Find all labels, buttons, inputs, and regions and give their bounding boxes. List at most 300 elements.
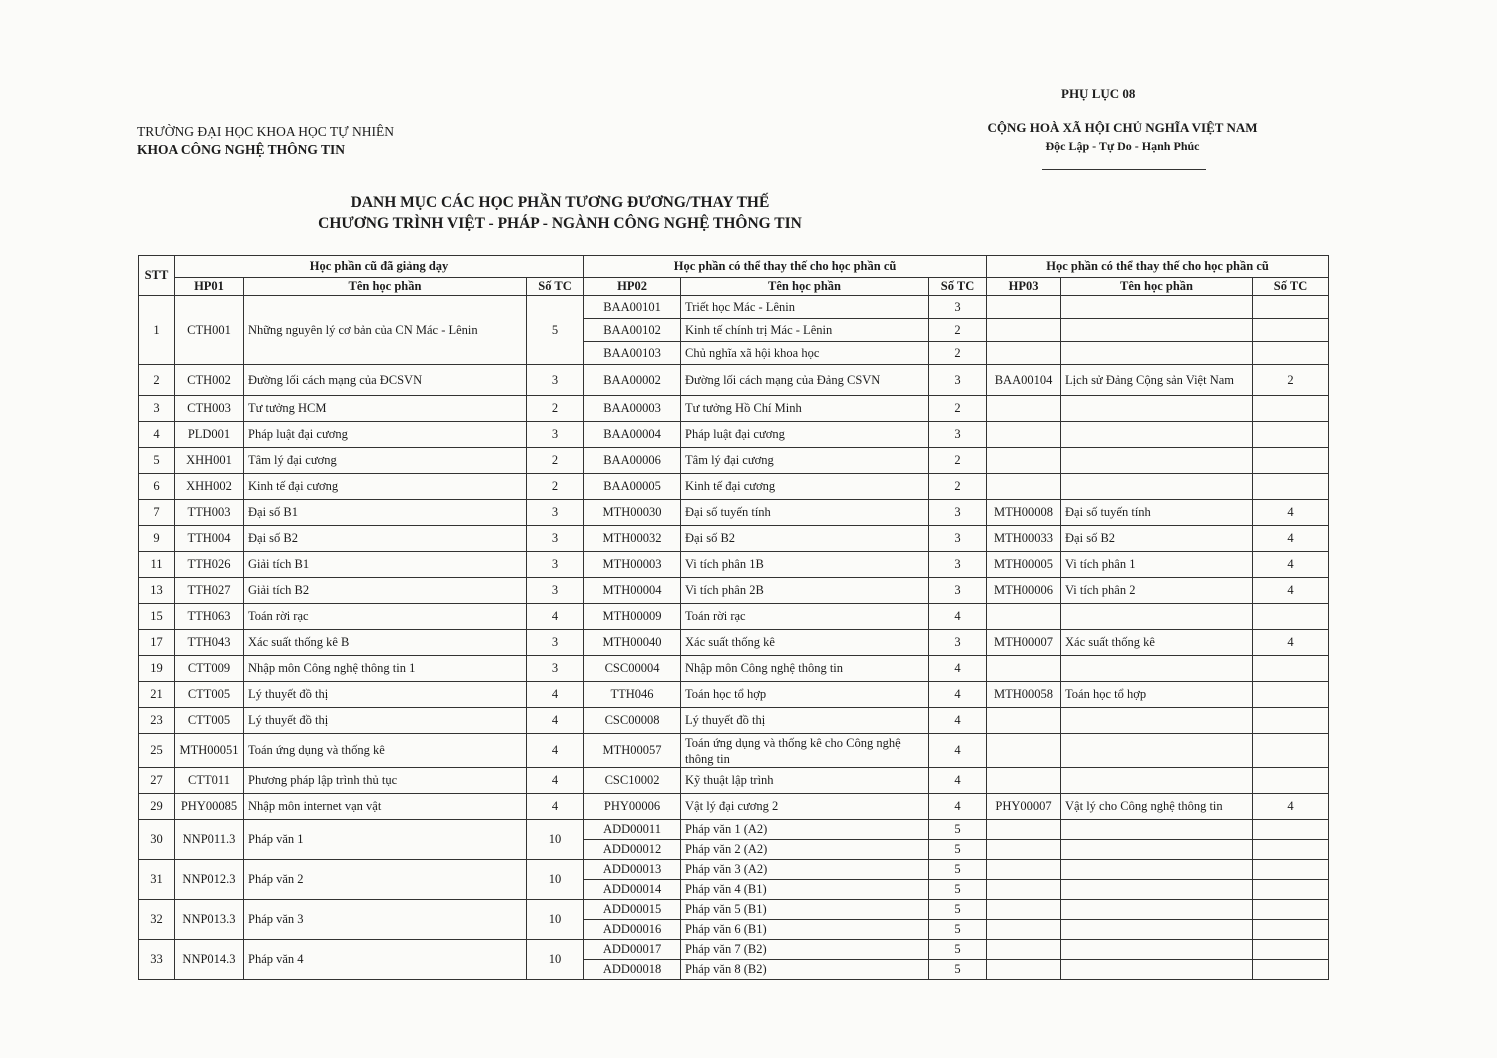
replacement-course-name-cell: Đại số B2 [681,526,929,552]
credits3-header: Số TC [1253,278,1329,296]
stt-cell: 19 [139,656,175,682]
replacement-course-name-cell: Pháp văn 7 (B2) [681,940,929,960]
document-title [300,192,820,234]
replacement-course-name-cell: Toán học tổ hợp [681,682,929,708]
old-course-name-cell: Giải tích B1 [244,552,527,578]
replacement-course-name-cell: Chủ nghĩa xã hội khoa học [681,342,929,365]
hp01-cell: NNP012.3 [175,860,244,900]
hp02-cell: MTH00040 [584,630,681,656]
stt-cell: 15 [139,604,175,630]
replacement2-course-name-cell: Vi tích phân 2 [1061,578,1253,604]
old-course-name-cell: Pháp văn 2 [244,860,527,900]
table-body [139,296,1329,980]
old-course-name-cell: Nhập môn internet vạn vật [244,794,527,820]
old-credits-cell: 3 [527,630,584,656]
hp01-cell: CTT005 [175,682,244,708]
table-row [139,474,1329,500]
hp03-header: HP03 [987,278,1061,296]
hp02-cell: ADD00015 [584,900,681,920]
old-credits-cell: 4 [527,682,584,708]
old-credits-cell: 3 [527,422,584,448]
replacement2-course-name-cell [1061,920,1253,940]
old-course-name-cell: Tư tưởng HCM [244,396,527,422]
table-row [139,578,1329,604]
name2-header: Tên học phần [681,278,929,296]
old-credits-cell: 3 [527,365,584,396]
replacement2-course-name-cell: Đại số B2 [1061,526,1253,552]
old-course-name-cell: Kinh tế đại cương [244,474,527,500]
hp03-cell: MTH00005 [987,552,1061,578]
old-credits-cell: 4 [527,794,584,820]
replacement-credits-cell: 3 [929,552,987,578]
hp01-cell: CTT009 [175,656,244,682]
hp03-cell [987,920,1061,940]
old-credits-cell: 4 [527,604,584,630]
old-course-name-cell: Đường lối cách mạng của ĐCSVN [244,365,527,396]
hp01-cell: CTH002 [175,365,244,396]
old-credits-cell: 2 [527,396,584,422]
replacement2-credits-cell [1253,342,1329,365]
replacement2-credits-cell [1253,860,1329,880]
hp02-cell: TTH046 [584,682,681,708]
replacement-credits-cell: 5 [929,840,987,860]
table-row [139,396,1329,422]
old-course-name-cell: Pháp luật đại cương [244,422,527,448]
hp02-cell: CSC00008 [584,708,681,734]
replacement-credits-cell: 2 [929,474,987,500]
table-row [139,900,1329,920]
replacement2-credits-cell [1253,920,1329,940]
replacement-course-name-cell: Đại số tuyến tính [681,500,929,526]
stt-cell: 1 [139,296,175,365]
stt-cell: 25 [139,734,175,768]
old-course-name-cell: Toán rời rạc [244,604,527,630]
old-credits-cell: 4 [527,734,584,768]
group-replacement-1-header: Học phần có thể thay thế cho học phần cũ [584,256,987,278]
hp02-cell: BAA00006 [584,448,681,474]
replacement2-credits-cell [1253,880,1329,900]
hp03-cell [987,296,1061,319]
replacement2-credits-cell: 4 [1253,500,1329,526]
group-old-courses-header: Học phần cũ đã giảng dạy [175,256,584,278]
replacement-course-name-cell: Toán ứng dụng và thống kê cho Công nghệ thông tin [681,734,929,768]
replacement2-credits-cell [1253,900,1329,920]
replacement2-credits-cell [1253,604,1329,630]
replacement2-course-name-cell [1061,768,1253,794]
table-row [139,794,1329,820]
hp02-cell: ADD00012 [584,840,681,860]
replacement2-credits-cell [1253,840,1329,860]
hp01-cell: TTH027 [175,578,244,604]
replacement2-course-name-cell: Xác suất thống kê [1061,630,1253,656]
replacement-credits-cell: 2 [929,342,987,365]
hp03-cell [987,604,1061,630]
stt-cell: 6 [139,474,175,500]
replacement-course-name-cell: Pháp văn 4 (B1) [681,880,929,900]
replacement2-course-name-cell [1061,734,1253,768]
stt-cell: 23 [139,708,175,734]
replacement2-course-name-cell [1061,319,1253,342]
hp02-cell: BAA00005 [584,474,681,500]
stt-cell: 30 [139,820,175,860]
title-line-1: DANH MỤC CÁC HỌC PHẦN TƯƠNG ĐƯƠNG/THAY THẾ [350,194,770,211]
table-row [139,552,1329,578]
old-credits-cell: 2 [527,474,584,500]
hp02-cell: BAA00103 [584,342,681,365]
stt-cell: 5 [139,448,175,474]
replacement-credits-cell: 4 [929,682,987,708]
hp03-cell [987,880,1061,900]
table-row [139,365,1329,396]
replacement-credits-cell: 4 [929,768,987,794]
table-row [139,734,1329,768]
replacement-course-name-cell: Pháp văn 1 (A2) [681,820,929,840]
replacement2-course-name-cell [1061,342,1253,365]
old-course-name-cell: Giải tích B2 [244,578,527,604]
replacement-course-name-cell: Pháp văn 5 (B1) [681,900,929,920]
appendix-label: PHỤ LỤC 08 [1061,86,1136,101]
hp01-cell: PHY00085 [175,794,244,820]
credits2-header: Số TC [929,278,987,296]
replacement-credits-cell: 2 [929,396,987,422]
hp03-cell [987,900,1061,920]
old-course-name-cell: Nhập môn Công nghệ thông tin 1 [244,656,527,682]
hp03-cell [987,734,1061,768]
replacement-course-name-cell: Tư tưởng Hồ Chí Minh [681,396,929,422]
equivalent-courses-table [138,255,1329,980]
replacement2-course-name-cell [1061,474,1253,500]
old-course-name-cell: Đại số B2 [244,526,527,552]
replacement-credits-cell: 3 [929,630,987,656]
replacement2-course-name-cell [1061,820,1253,840]
replacement-course-name-cell: Tâm lý đại cương [681,448,929,474]
stt-cell: 9 [139,526,175,552]
replacement2-credits-cell: 4 [1253,630,1329,656]
hp01-cell: CTH001 [175,296,244,365]
table-row [139,448,1329,474]
replacement2-credits-cell [1253,474,1329,500]
hp02-cell: MTH00030 [584,500,681,526]
table-row [139,940,1329,960]
replacement2-credits-cell [1253,940,1329,960]
hp02-cell: PHY00006 [584,794,681,820]
national-motto: Độc Lập - Tự Do - Hạnh Phúc [1045,139,1200,153]
replacement2-credits-cell [1253,960,1329,980]
hp01-cell: XHH002 [175,474,244,500]
hp01-cell: TTH026 [175,552,244,578]
replacement2-credits-cell [1253,708,1329,734]
replacement-course-name-cell: Xác suất thống kê [681,630,929,656]
hp02-cell: MTH00057 [584,734,681,768]
hp01-cell: PLD001 [175,422,244,448]
replacement-credits-cell: 5 [929,880,987,900]
old-course-name-cell: Đại số B1 [244,500,527,526]
hp02-cell: MTH00004 [584,578,681,604]
hp02-cell: MTH00009 [584,604,681,630]
old-credits-cell: 3 [527,578,584,604]
table-row [139,820,1329,840]
replacement2-credits-cell [1253,296,1329,319]
table-row [139,500,1329,526]
replacement2-course-name-cell [1061,396,1253,422]
old-course-name-cell: Lý thuyết đồ thị [244,682,527,708]
hp03-cell [987,448,1061,474]
hp01-cell: NNP014.3 [175,940,244,980]
hp01-header: HP01 [175,278,244,296]
replacement-course-name-cell: Kinh tế đại cương [681,474,929,500]
hp03-cell: BAA00104 [987,365,1061,396]
replacement2-credits-cell [1253,820,1329,840]
replacement-course-name-cell: Pháp văn 6 (B1) [681,920,929,940]
replacement2-credits-cell [1253,656,1329,682]
hp01-cell: TTH043 [175,630,244,656]
replacement-credits-cell: 5 [929,960,987,980]
old-course-name-cell: Phương pháp lập trình thủ tục [244,768,527,794]
hp03-cell [987,342,1061,365]
hp03-cell: MTH00008 [987,500,1061,526]
replacement-course-name-cell: Nhập môn Công nghệ thông tin [681,656,929,682]
old-credits-cell: 5 [527,296,584,365]
hp02-cell: BAA00102 [584,319,681,342]
old-credits-cell: 4 [527,768,584,794]
hp01-cell: CTT011 [175,768,244,794]
old-credits-cell: 10 [527,940,584,980]
hp01-cell: MTH00051 [175,734,244,768]
replacement2-credits-cell: 4 [1253,552,1329,578]
hp01-cell: CTT005 [175,708,244,734]
replacement2-course-name-cell [1061,296,1253,319]
replacement-course-name-cell: Pháp văn 8 (B2) [681,960,929,980]
table-row [139,682,1329,708]
hp03-cell [987,768,1061,794]
replacement-credits-cell: 3 [929,500,987,526]
hp02-cell: ADD00011 [584,820,681,840]
hp03-cell [987,656,1061,682]
old-course-name-cell: Lý thuyết đồ thị [244,708,527,734]
replacement-course-name-cell: Lý thuyết đồ thị [681,708,929,734]
replacement2-credits-cell [1253,319,1329,342]
replacement2-credits-cell [1253,396,1329,422]
replacement2-credits-cell: 4 [1253,578,1329,604]
old-credits-cell: 4 [527,708,584,734]
hp01-cell: TTH004 [175,526,244,552]
replacement2-course-name-cell [1061,422,1253,448]
replacement-credits-cell: 3 [929,526,987,552]
replacement2-course-name-cell [1061,880,1253,900]
replacement-course-name-cell: Triết học Mác - Lênin [681,296,929,319]
old-credits-cell: 3 [527,500,584,526]
replacement2-credits-cell: 4 [1253,794,1329,820]
old-credits-cell: 2 [527,448,584,474]
hp02-cell: MTH00003 [584,552,681,578]
replacement2-credits-cell [1253,768,1329,794]
table-row [139,604,1329,630]
hp01-cell: TTH003 [175,500,244,526]
old-course-name-cell: Tâm lý đại cương [244,448,527,474]
hp02-cell: ADD00013 [584,860,681,880]
hp02-header: HP02 [584,278,681,296]
replacement-course-name-cell: Đường lối cách mạng của Đảng CSVN [681,365,929,396]
replacement-credits-cell: 3 [929,365,987,396]
republic-name: CỘNG HOÀ XÃ HỘI CHỦ NGHĨA VIỆT NAM [987,120,1258,135]
stt-cell: 13 [139,578,175,604]
hp03-cell: MTH00058 [987,682,1061,708]
table-row [139,630,1329,656]
replacement2-course-name-cell: Đại số tuyến tính [1061,500,1253,526]
stt-cell: 29 [139,794,175,820]
stt-header: STT [139,256,175,296]
old-course-name-cell: Pháp văn 1 [244,820,527,860]
hp03-cell [987,708,1061,734]
replacement2-course-name-cell: Lịch sử Đảng Cộng sản Việt Nam [1061,365,1253,396]
replacement-credits-cell: 2 [929,319,987,342]
replacement-credits-cell: 4 [929,734,987,768]
hp03-cell [987,422,1061,448]
hp03-cell [987,319,1061,342]
replacement-course-name-cell: Vi tích phân 2B [681,578,929,604]
table-row [139,768,1329,794]
replacement2-course-name-cell [1061,940,1253,960]
replacement-credits-cell: 5 [929,940,987,960]
replacement-course-name-cell: Vi tích phân 1B [681,552,929,578]
replacement-credits-cell: 5 [929,900,987,920]
replacement2-credits-cell [1253,682,1329,708]
table-row [139,296,1329,319]
replacement2-course-name-cell: Vật lý cho Công nghệ thông tin [1061,794,1253,820]
replacement2-course-name-cell [1061,604,1253,630]
replacement-course-name-cell: Pháp văn 2 (A2) [681,840,929,860]
replacement-credits-cell: 5 [929,820,987,840]
replacement-course-name-cell: Vật lý đại cương 2 [681,794,929,820]
old-course-name-cell: Những nguyên lý cơ bản của CN Mác - Lênin [244,296,527,365]
replacement2-credits-cell: 4 [1253,526,1329,552]
old-course-name-cell: Pháp văn 3 [244,900,527,940]
replacement2-course-name-cell [1061,656,1253,682]
replacement2-credits-cell: 2 [1253,365,1329,396]
stt-cell: 11 [139,552,175,578]
table-row [139,708,1329,734]
replacement2-credits-cell [1253,448,1329,474]
stt-cell: 31 [139,860,175,900]
hp02-cell: BAA00002 [584,365,681,396]
replacement-course-name-cell: Kinh tế chính trị Mác - Lênin [681,319,929,342]
replacement2-course-name-cell [1061,840,1253,860]
hp03-cell [987,960,1061,980]
hp02-cell: ADD00018 [584,960,681,980]
old-credits-cell: 10 [527,900,584,940]
table-row [139,422,1329,448]
hp03-cell: MTH00006 [987,578,1061,604]
name3-header: Tên học phần [1061,278,1253,296]
republic-header [985,119,1260,155]
group-replacement-2-header: Học phần có thể thay thế cho học phần cũ [987,256,1329,278]
old-credits-cell: 10 [527,860,584,900]
name1-header: Tên học phần [244,278,527,296]
hp01-cell: TTH063 [175,604,244,630]
replacement2-course-name-cell [1061,708,1253,734]
old-course-name-cell: Xác suất thống kê B [244,630,527,656]
hp02-cell: CSC10002 [584,768,681,794]
stt-cell: 17 [139,630,175,656]
stt-cell: 4 [139,422,175,448]
stt-cell: 2 [139,365,175,396]
replacement-credits-cell: 4 [929,656,987,682]
old-course-name-cell: Pháp văn 4 [244,940,527,980]
replacement2-course-name-cell [1061,900,1253,920]
university-name: TRƯỜNG ĐẠI HỌC KHOA HỌC TỰ NHIÊN [137,124,394,139]
replacement-course-name-cell: Pháp văn 3 (A2) [681,860,929,880]
old-credits-cell: 3 [527,552,584,578]
hp01-cell: XHH001 [175,448,244,474]
old-credits-cell: 3 [527,656,584,682]
replacement-credits-cell: 5 [929,920,987,940]
hp02-cell: ADD00017 [584,940,681,960]
replacement-credits-cell: 4 [929,708,987,734]
hp02-cell: ADD00016 [584,920,681,940]
old-course-name-cell: Toán ứng dụng và thống kê [244,734,527,768]
hp01-cell: NNP011.3 [175,820,244,860]
hp02-cell: MTH00032 [584,526,681,552]
hp02-cell: BAA00003 [584,396,681,422]
replacement2-course-name-cell [1061,960,1253,980]
stt-cell: 33 [139,940,175,980]
hp02-cell: BAA00004 [584,422,681,448]
hp03-cell [987,820,1061,840]
stt-cell: 27 [139,768,175,794]
hp03-cell: MTH00033 [987,526,1061,552]
hp02-cell: CSC00004 [584,656,681,682]
replacement-course-name-cell: Pháp luật đại cương [681,422,929,448]
replacement-credits-cell: 4 [929,604,987,630]
table-row [139,526,1329,552]
hp02-cell: BAA00101 [584,296,681,319]
replacement2-course-name-cell: Vi tích phân 1 [1061,552,1253,578]
replacement-credits-cell: 3 [929,296,987,319]
replacement2-course-name-cell [1061,860,1253,880]
faculty-name: KHOA CÔNG NGHỆ THÔNG TIN [137,142,346,157]
replacement2-credits-cell [1253,422,1329,448]
hp03-cell: MTH00007 [987,630,1061,656]
title-line-2: CHƯƠNG TRÌNH VIỆT - PHÁP - NGÀNH CÔNG NGHỆ THÔNG TIN [318,215,802,232]
credits1-header: Số TC [527,278,584,296]
table-row [139,656,1329,682]
hp03-cell [987,474,1061,500]
replacement-credits-cell: 4 [929,794,987,820]
replacement-credits-cell: 5 [929,860,987,880]
replacement2-course-name-cell [1061,448,1253,474]
old-credits-cell: 3 [527,526,584,552]
replacement2-course-name-cell: Toán học tổ hợp [1061,682,1253,708]
hp02-cell: ADD00014 [584,880,681,900]
stt-cell: 21 [139,682,175,708]
hp03-cell: PHY00007 [987,794,1061,820]
university-header [137,123,394,159]
stt-cell: 32 [139,900,175,940]
motto-underline [1042,169,1206,170]
replacement-course-name-cell: Toán rời rạc [681,604,929,630]
table-row [139,860,1329,880]
replacement-credits-cell: 3 [929,422,987,448]
hp03-cell [987,840,1061,860]
old-credits-cell: 10 [527,820,584,860]
hp03-cell [987,940,1061,960]
replacement-credits-cell: 2 [929,448,987,474]
hp01-cell: NNP013.3 [175,900,244,940]
hp03-cell [987,860,1061,880]
hp01-cell: CTH003 [175,396,244,422]
replacement-course-name-cell: Kỹ thuật lập trình [681,768,929,794]
hp03-cell [987,396,1061,422]
